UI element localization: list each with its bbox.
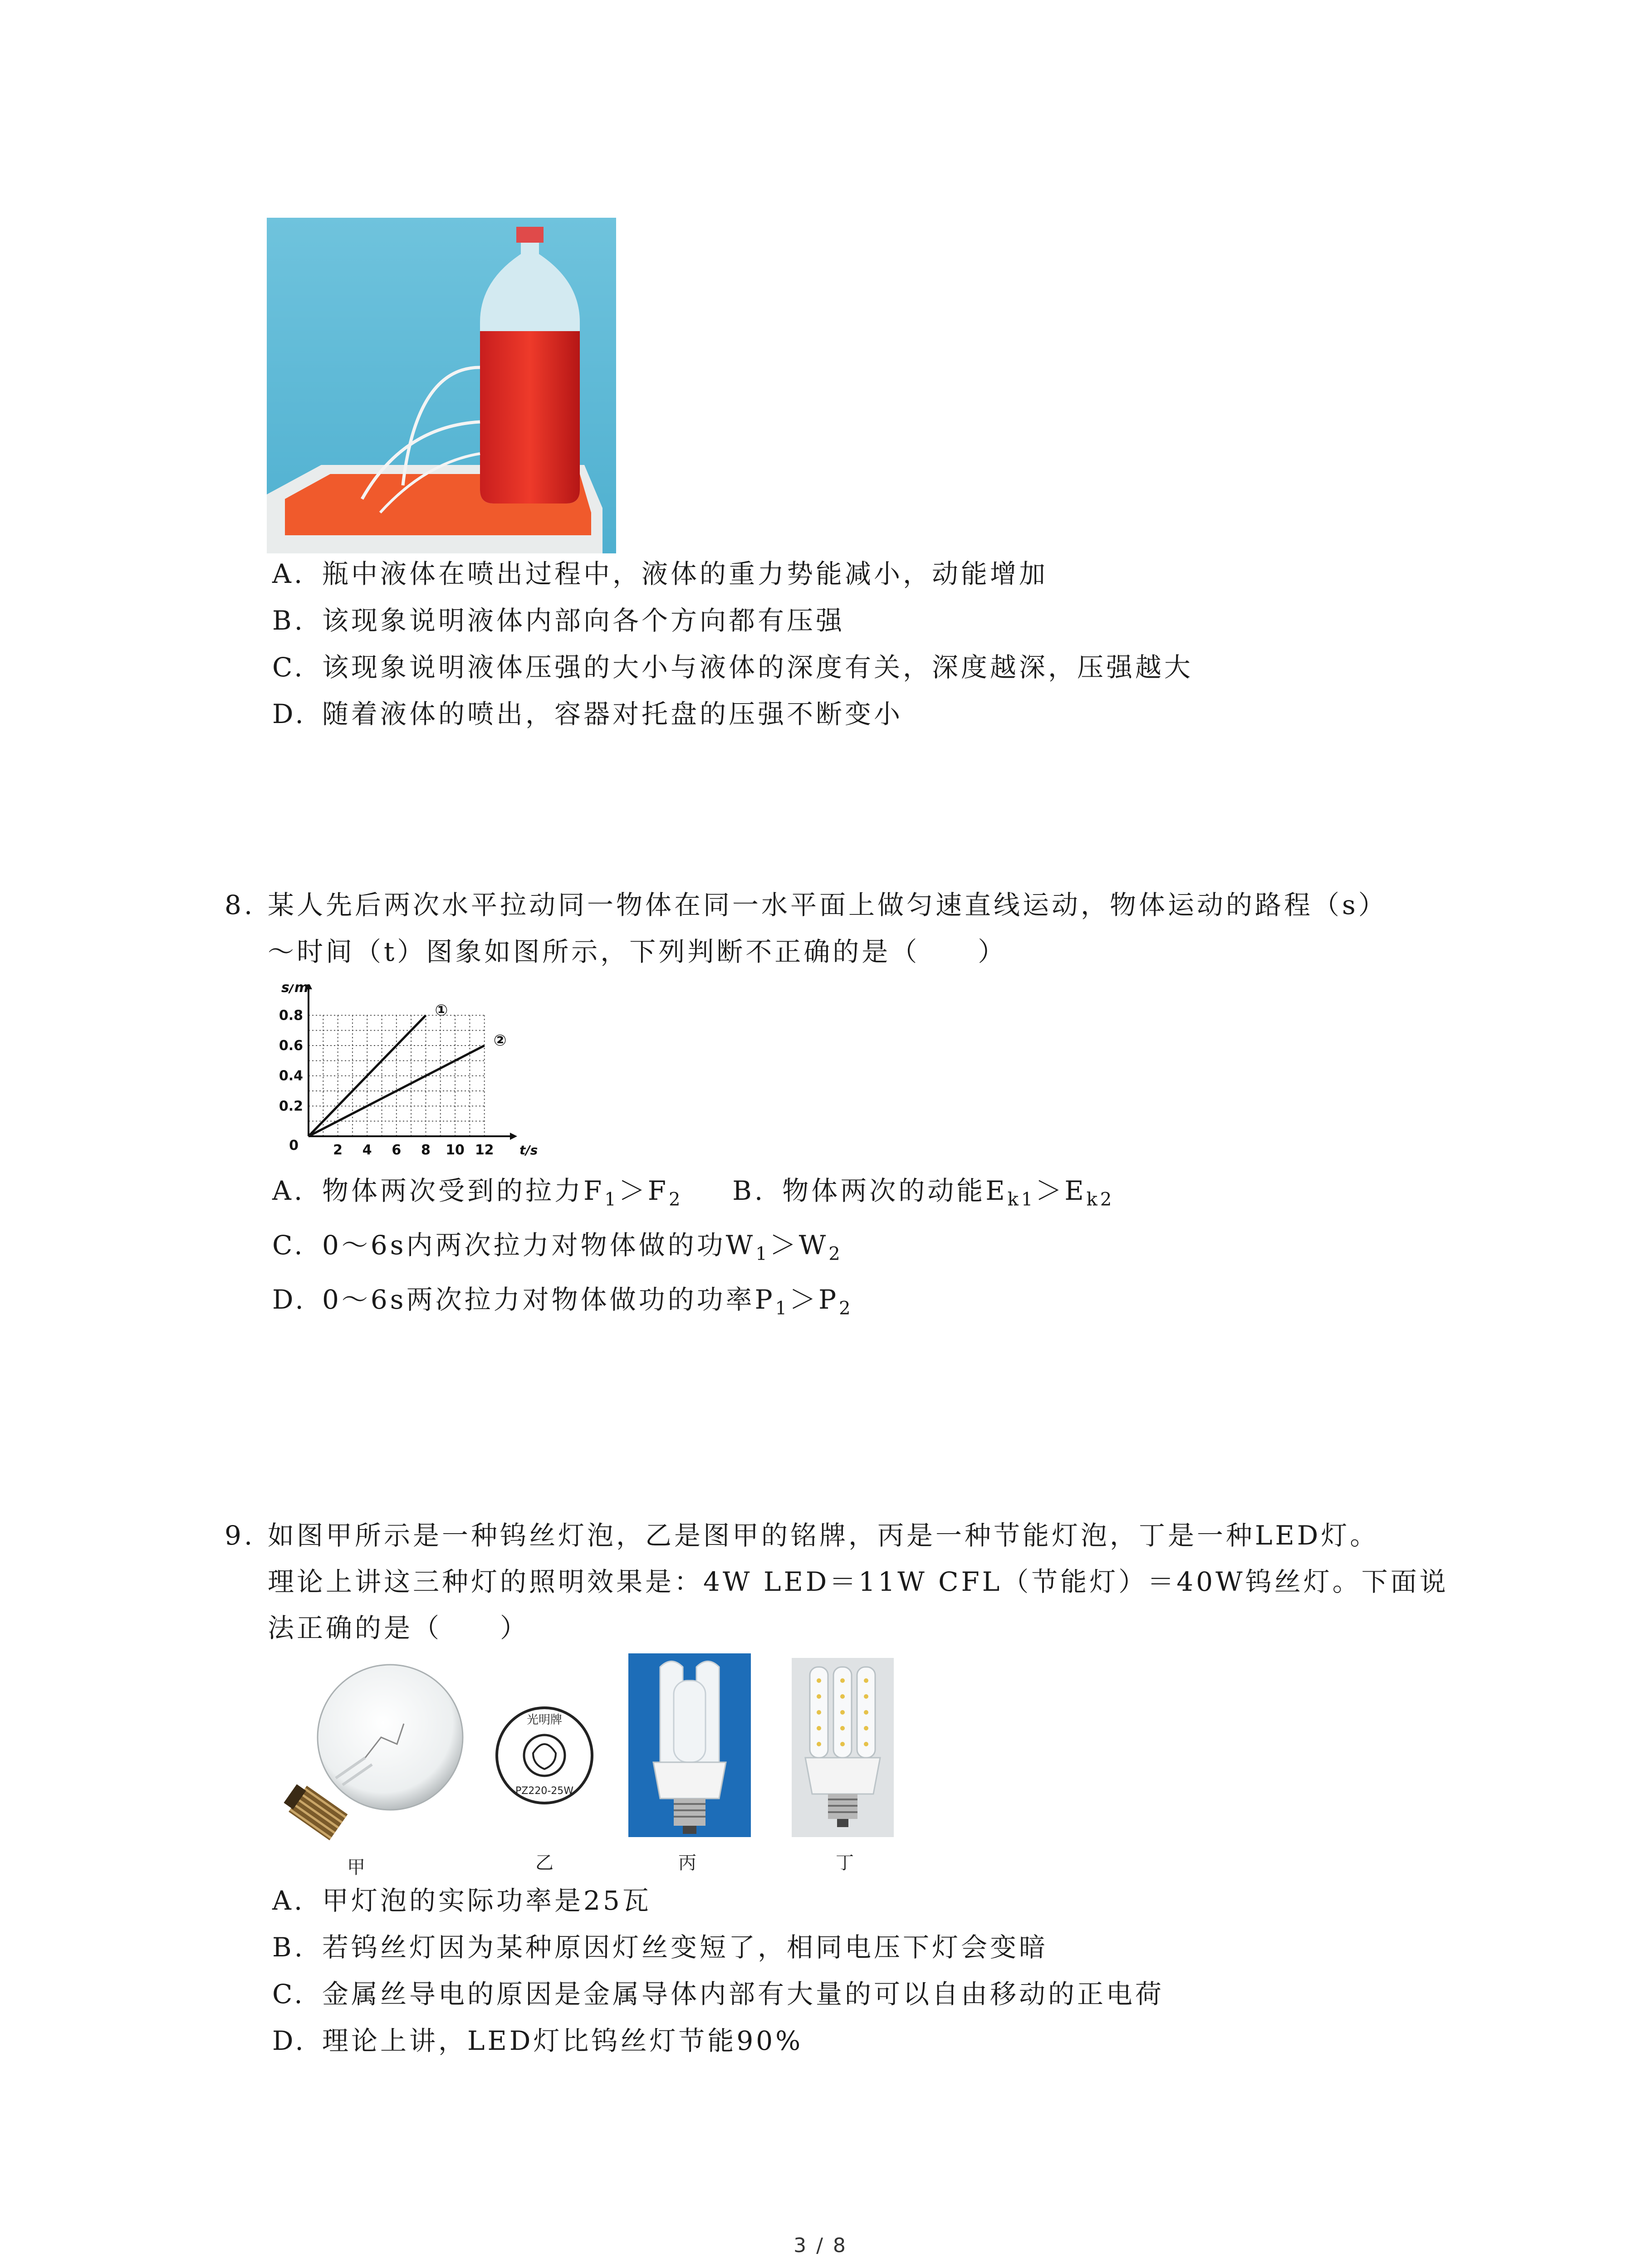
nameplate-rating: PZ220-25W — [515, 1785, 574, 1797]
x-axis-label: t/s — [519, 1143, 538, 1158]
y-axis-label: s/m — [281, 984, 309, 996]
option-text: 理论上讲，LED灯比钨丝灯节能90% — [322, 2025, 803, 2056]
option-text: 0～6s两次拉力对物体做功的功率P — [322, 1284, 775, 1315]
option-text: 金属丝导电的原因是金属导体内部有大量的可以自由移动的正电荷 — [322, 1979, 1165, 2009]
caption-jia: 甲 — [347, 1857, 365, 1878]
subscript: 2 — [668, 1189, 683, 1210]
option-text: 物体两次受到的拉力F — [322, 1175, 605, 1206]
q7-option-b — [272, 602, 845, 639]
question-stem: ～时间（t）图象如图所示，下列判断不正确的是（ ） — [268, 936, 1007, 967]
incandescent-bulb-image — [268, 1660, 467, 1851]
q9-stem-line3 — [268, 1610, 529, 1646]
led-bulb-image — [792, 1658, 894, 1837]
option-letter: A. — [272, 558, 305, 589]
option-letter: B. — [272, 1932, 306, 1963]
y-tick-label: 0.4 — [279, 1068, 303, 1084]
caption-ding: 丁 — [836, 1853, 854, 1873]
subscript: k1 — [1007, 1189, 1036, 1210]
option-letter: D. — [272, 2025, 306, 2056]
subscript: 1 — [755, 1243, 770, 1265]
option-letter: B. — [732, 1175, 766, 1206]
q8-stem-line1 — [225, 887, 1387, 923]
question-stem: 法正确的是（ ） — [268, 1613, 529, 1643]
subscript: 1 — [775, 1298, 790, 1319]
q7-option-c — [272, 649, 1193, 685]
option-text: 瓶中液体在喷出过程中，液体的重力势能减小，动能增加 — [322, 558, 1048, 589]
option-text: 物体两次的动能E — [782, 1175, 1008, 1206]
option-text: 甲灯泡的实际功率是25瓦 — [322, 1885, 652, 1916]
question-stem: 如图甲所示是一种钨丝灯泡，乙是图甲的铭牌，丙是一种节能灯泡，丁是一种LED灯。 — [268, 1520, 1379, 1551]
option-letter: B. — [272, 605, 306, 636]
subscript: 2 — [839, 1298, 853, 1319]
option-letter: C. — [272, 1230, 305, 1261]
q9-stem-line2 — [268, 1564, 1449, 1600]
question-number: 9. — [225, 1520, 255, 1551]
q8-option-a — [272, 1173, 1114, 1218]
x-tick-label: 12 — [475, 1142, 494, 1158]
x-tick-label: 4 — [362, 1142, 372, 1158]
caption-yi: 乙 — [535, 1853, 554, 1873]
option-text: 若钨丝灯因为某种原因灯丝变短了，相同电压下灯会变暗 — [322, 1932, 1048, 1963]
option-text: 该现象说明液体内部向各个方向都有压强 — [322, 605, 845, 636]
origin-label: 0 — [289, 1138, 299, 1154]
q9-stem-line1 — [225, 1517, 1379, 1554]
subscript: 2 — [828, 1243, 843, 1265]
x-tick-label: 10 — [446, 1142, 465, 1158]
option-letter: D. — [272, 699, 306, 729]
option-letter: A. — [272, 1175, 305, 1206]
option-letter: A. — [272, 1885, 305, 1916]
cfl-bulb-image — [628, 1653, 751, 1837]
q8-option-c — [272, 1227, 843, 1272]
series-label-1: ① — [435, 1001, 448, 1020]
caption-bing: 丙 — [678, 1853, 696, 1873]
option-letter: D. — [272, 1284, 306, 1315]
q8-stem-line2 — [268, 934, 1007, 970]
nameplate-brand: 光明牌 — [526, 1713, 563, 1727]
option-letter: C. — [272, 1979, 305, 2009]
subscript: 1 — [604, 1189, 619, 1210]
nameplate-image — [490, 1701, 599, 1810]
y-tick-label: 0.2 — [279, 1098, 303, 1114]
question-stem: 某人先后两次水平拉动同一物体在同一水平面上做匀速直线运动，物体运动的路程（s） — [268, 890, 1387, 920]
q7-option-d — [272, 696, 903, 732]
comparison: ＞F — [618, 1175, 669, 1206]
x-tick-label: 6 — [392, 1142, 402, 1158]
q9-option-d — [272, 2023, 803, 2059]
s-t-graph — [268, 984, 558, 1166]
x-axis-arrow — [510, 1133, 517, 1140]
q9-option-a — [272, 1882, 652, 1919]
comparison: ＞W — [769, 1230, 829, 1261]
option-letter: C. — [272, 652, 305, 683]
bottle-experiment-image — [267, 218, 616, 553]
option-text: 随着液体的喷出，容器对托盘的压强不断变小 — [322, 699, 903, 729]
q7-option-a — [272, 556, 1048, 592]
q9-option-b — [272, 1929, 1048, 1965]
x-tick-label: 2 — [333, 1142, 343, 1158]
comparison: ＞P — [789, 1284, 839, 1315]
q9-option-c — [272, 1976, 1164, 2012]
x-tick-label: 8 — [421, 1142, 431, 1158]
series-label-2: ② — [493, 1031, 507, 1050]
y-tick-label: 0.8 — [279, 1007, 303, 1024]
question-number: 8. — [225, 890, 255, 920]
subscript: k2 — [1086, 1189, 1115, 1210]
comparison: ＞E — [1035, 1175, 1087, 1206]
question-stem: 理论上讲这三种灯的照明效果是：4W LED＝11W CFL（节能灯）＝40W钨丝灯。下面说 — [268, 1566, 1449, 1597]
page-number: 3 / 8 — [794, 2234, 847, 2257]
option-text: 0～6s内两次拉力对物体做的功W — [322, 1230, 756, 1261]
option-text: 该现象说明液体压强的大小与液体的深度有关，深度越深，压强越大 — [322, 652, 1194, 683]
y-tick-label: 0.6 — [279, 1038, 303, 1054]
q8-option-d — [272, 1281, 853, 1327]
